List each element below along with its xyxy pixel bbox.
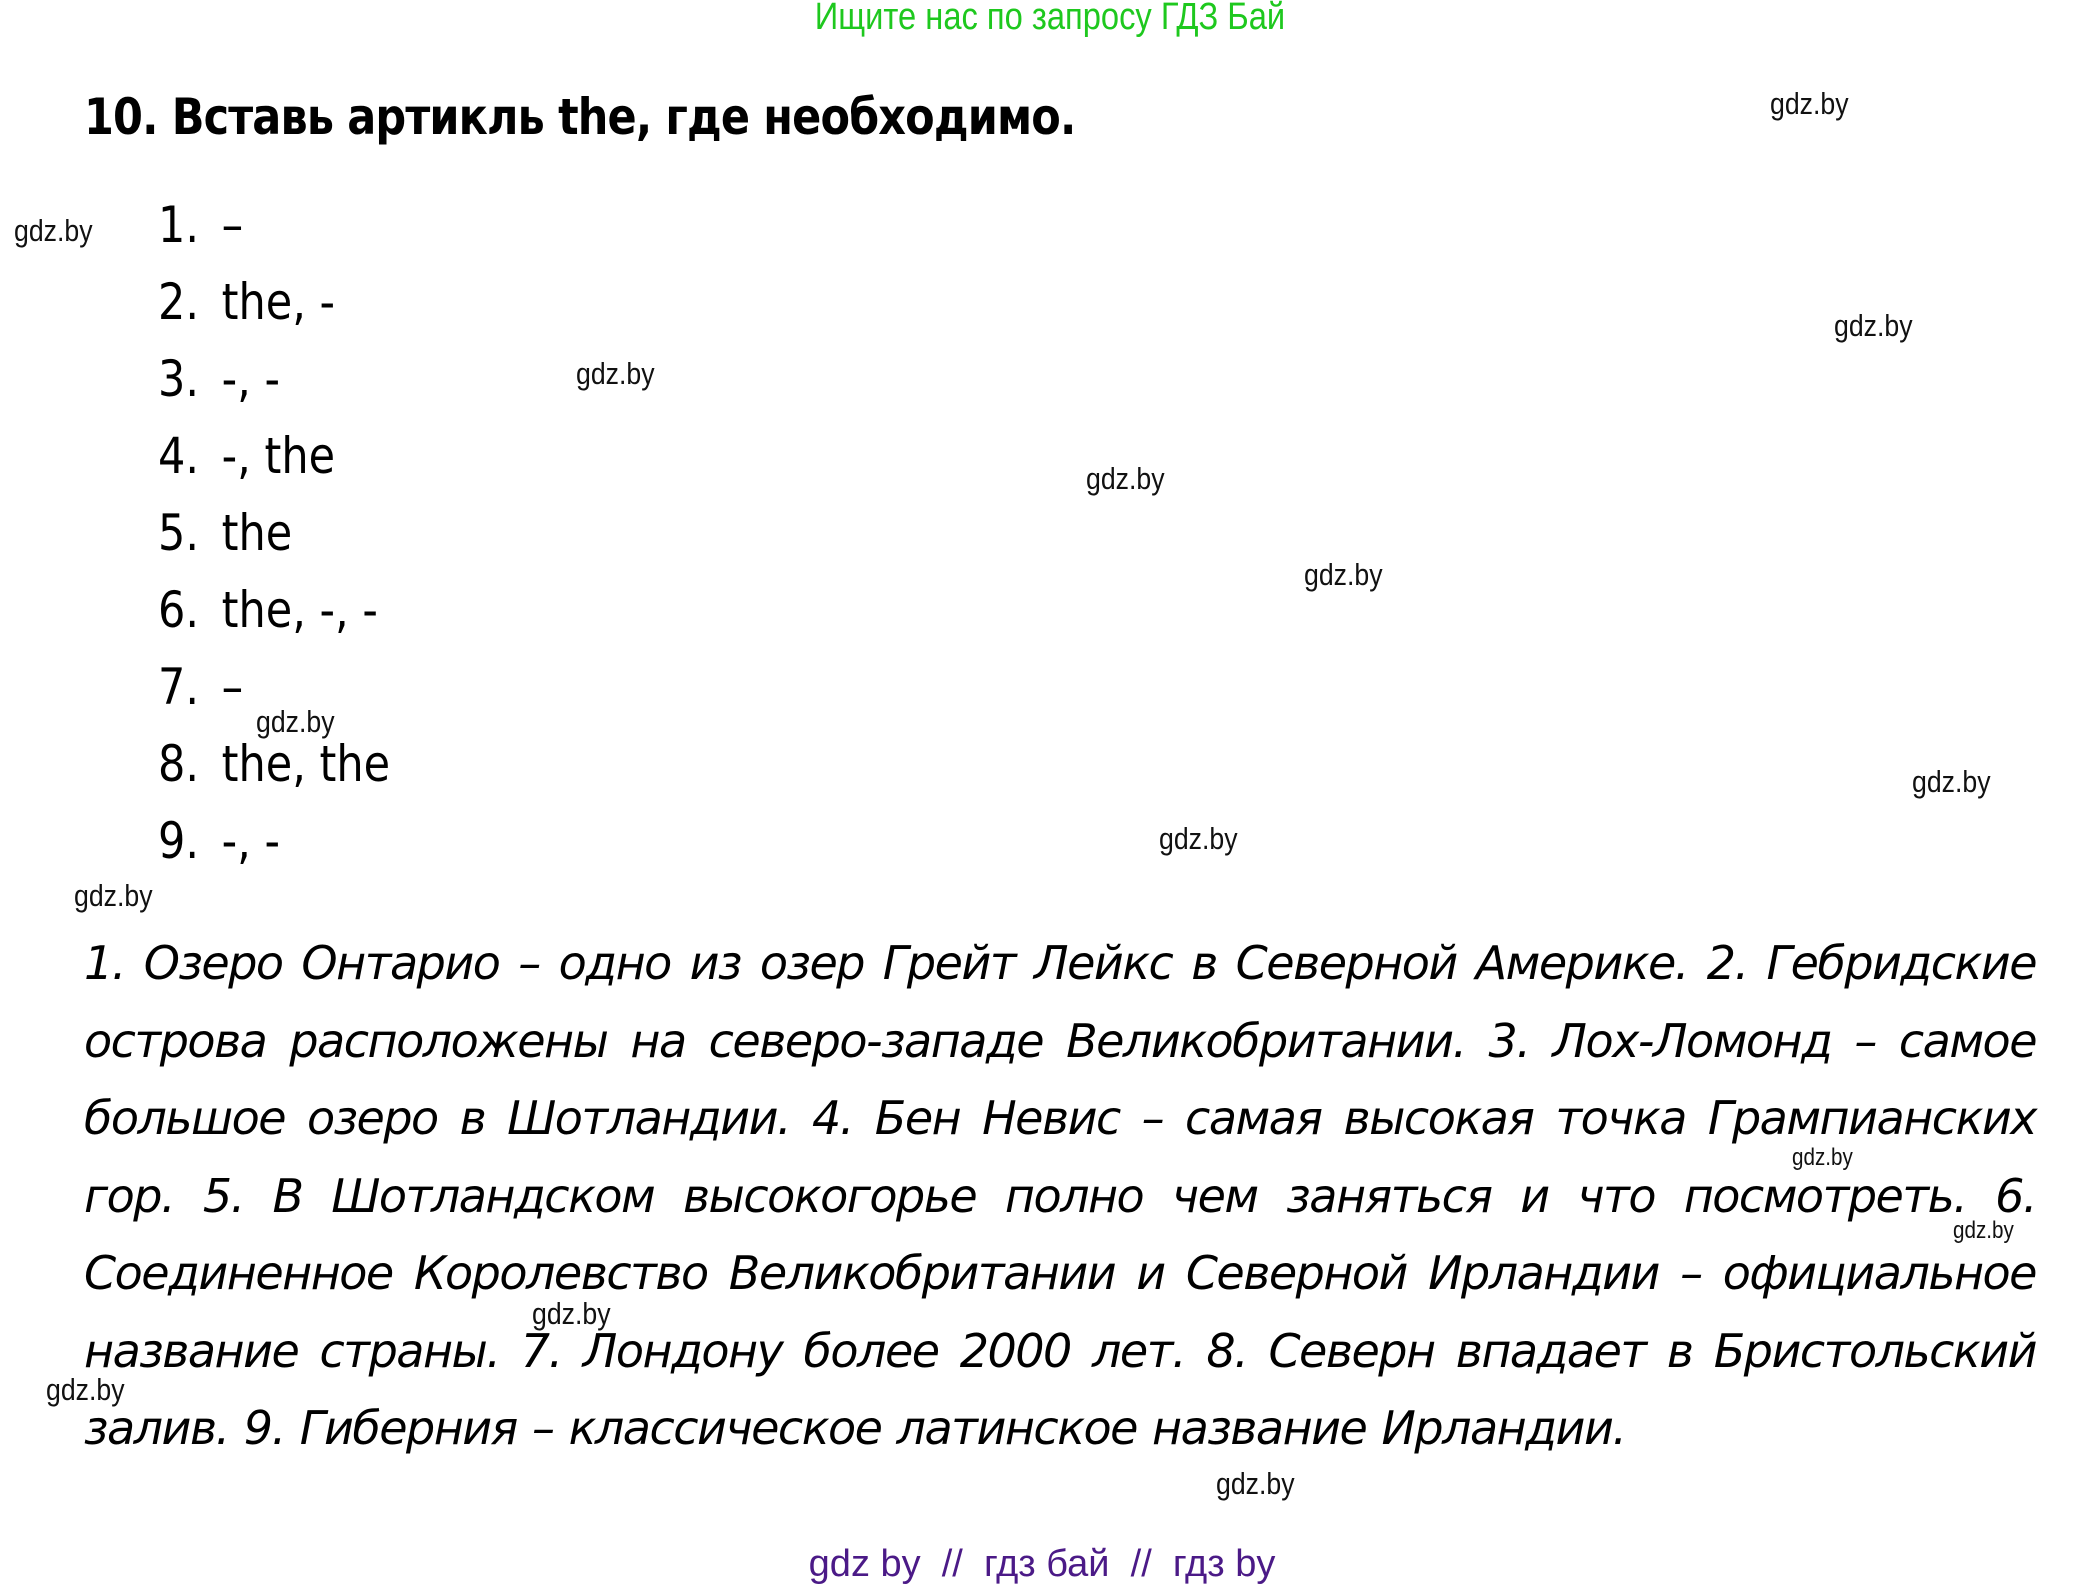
watermark: gdz.by <box>1159 821 1238 856</box>
answer-number: 8. <box>158 735 200 793</box>
answer-text: – <box>221 196 244 254</box>
watermark: gdz.by <box>1086 461 1165 496</box>
answer-text: -, - <box>221 812 281 870</box>
watermark: gdz.by <box>1216 1466 1295 1501</box>
answer-text: the <box>221 504 293 562</box>
answer-text: -, the <box>221 427 336 485</box>
watermark: gdz.by <box>1953 1217 2014 1244</box>
watermark: gdz.by <box>14 213 93 248</box>
watermark: gdz.by <box>1770 86 1849 121</box>
answer-text: – <box>221 658 244 716</box>
answer-item <box>158 812 390 889</box>
watermark: gdz.by <box>1834 308 1913 343</box>
answer-item <box>158 581 390 658</box>
exercise-title: 10. Вставь артикль the, где необходимо. <box>84 88 1076 146</box>
watermark: gdz.by <box>1304 557 1383 592</box>
promo-banner: Ищите нас по запросу ГДЗ Бай <box>814 0 1286 38</box>
watermark: gdz.by <box>532 1296 611 1331</box>
answer-number: 4. <box>158 427 200 485</box>
answer-text: the, - <box>221 273 336 331</box>
answer-number: 3. <box>158 350 200 408</box>
answer-number: 5. <box>158 504 200 562</box>
answer-number: 7. <box>158 658 200 716</box>
answer-text: -, - <box>221 350 281 408</box>
watermark: gdz.by <box>576 356 655 391</box>
footer-links: gdz by // гдз бай // гдз by <box>808 1543 1276 1585</box>
answer-item <box>158 735 390 812</box>
watermark: gdz.by <box>74 878 153 913</box>
answer-number: 2. <box>158 273 200 331</box>
answer-item <box>158 350 390 427</box>
watermark: gdz.by <box>1792 1144 1853 1171</box>
answer-list <box>158 196 428 889</box>
answer-item <box>158 504 390 581</box>
answer-item <box>158 196 390 273</box>
answer-text: the, -, - <box>221 581 378 639</box>
answer-item <box>158 273 390 350</box>
watermark: gdz.by <box>256 704 335 739</box>
answer-number: 1. <box>158 196 200 254</box>
watermark: gdz.by <box>46 1372 125 1407</box>
answer-number: 6. <box>158 581 200 639</box>
watermark: gdz.by <box>1912 764 1991 799</box>
answer-item <box>158 427 390 504</box>
answer-text: the, the <box>221 735 391 793</box>
translation-paragraph: 1. Озеро Онтарио – одно из озер Грейт Лейкс в Северной Америке. 2. Гебридские острова расположены на северо-западе Великобритании. 3. Лох-Ломонд – самое большое озеро в Шотландии. 4. Бен Невис – самая высокая точка Грампианских гор. 5. В Шотландском высокогорье полно чем заняться и что посмотреть. 6. Соединенное Королевство Великобритании и Северной Ирландии – официальное название страны. 7. Лондону более 2000 лет. 8. Северн впадает в Бристольский залив. 9. Гиберния – классическое латинское название Ирландии. <box>84 936 2036 1455</box>
answer-number: 9. <box>158 812 200 870</box>
